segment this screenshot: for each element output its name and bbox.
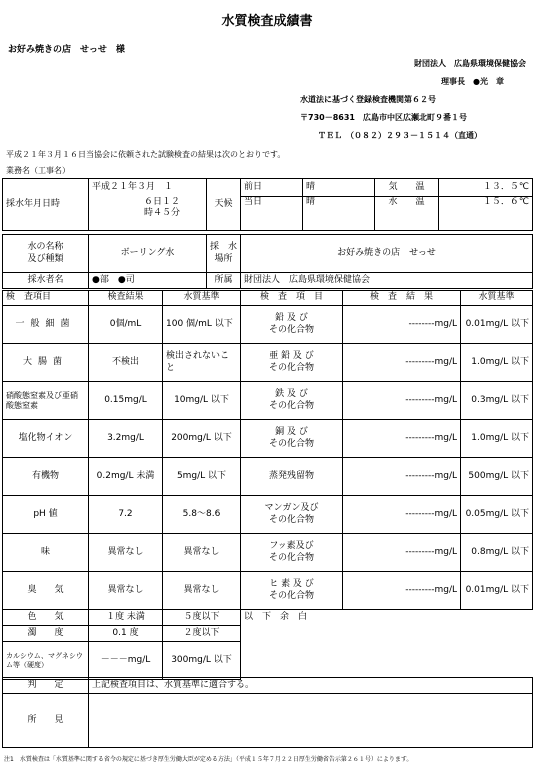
remaining-blank-note: 以 下 余 白	[241, 610, 533, 626]
header-item: 検 査項目	[3, 291, 89, 306]
row-result2: ---------mg/L	[343, 496, 461, 534]
hardness-standard: 300mg/L 以下	[163, 642, 241, 680]
table-row	[3, 344, 533, 382]
row-item2-line1: フッ素及び	[269, 541, 314, 552]
sampler-label: 採水者名	[3, 273, 89, 289]
remarks-value	[89, 694, 533, 748]
judgment-value: 上記検査項目は、水質基準に適合する。	[89, 678, 533, 694]
row-item: 一般細菌	[3, 306, 89, 344]
turbidity-item: 濁 度	[3, 626, 89, 642]
row-standard: 10mg/L 以下	[163, 382, 241, 420]
row-item: 硝酸態窒素及び亜硝酸態窒素	[3, 382, 89, 420]
row-item: 味	[3, 534, 89, 572]
row-item: 塩化物イオン	[3, 420, 89, 458]
row-standard2: 0.8mg/L 以下	[461, 534, 533, 572]
table-row	[3, 382, 533, 420]
row-standard2: 500mg/L 以下	[461, 458, 533, 496]
table-row	[3, 572, 533, 610]
row-item2-line1: ヒ 素 及 び	[269, 579, 314, 590]
sampling-label: 採水年月日時	[3, 179, 89, 231]
table-row	[3, 306, 533, 344]
row-standard: 200mg/L 以下	[163, 420, 241, 458]
turbidity-result: 0.1 度	[89, 626, 163, 642]
issuer-address: 〒730－8631 広島市中区広瀬北町９番１号	[300, 113, 467, 122]
row-standard2: 0.01mg/L 以下	[461, 306, 533, 344]
row-item: 有機物	[3, 458, 89, 496]
judgment-table	[2, 677, 533, 748]
sampling-date: 平成２１年３月 １	[89, 179, 207, 197]
row-item2-line2: その化合物	[268, 590, 314, 601]
same-day-weather: 晴	[303, 197, 375, 231]
row-result: 3.2mg/L	[89, 420, 163, 458]
prev-day-label: 前日	[241, 179, 303, 197]
table-row	[3, 642, 533, 680]
sampler-name: ●部 ●司	[89, 273, 207, 289]
sampling-place: お好み焼きの店 せっせ	[241, 235, 533, 273]
work-name-label: 業務名（工事名）	[6, 166, 70, 175]
row-result2: ---------mg/L	[343, 534, 461, 572]
table-row	[3, 496, 533, 534]
row-result2: --------mg/L	[343, 306, 461, 344]
header-item2: 検 査 項 目	[241, 291, 343, 306]
sampling-table	[2, 178, 533, 231]
row-result: 0.2mg/L 未満	[89, 458, 163, 496]
weather-label: 天候	[207, 179, 241, 231]
row-standard: 5.8～8.6	[163, 496, 241, 534]
water-temp-label: 水 温	[375, 197, 439, 231]
color-item: 色 気	[3, 610, 89, 626]
row-standard2: 0.05mg/L 以下	[461, 496, 533, 534]
footnote: 注1 水質検査は「水質基準に関する省令の規定に基づき厚生労働大臣が定める方法」（平成１５年７月２２日厚生労働省告示第２６１号）によります。	[4, 756, 413, 763]
header-result: 検査結果	[89, 291, 163, 306]
row-result2: ---------mg/L	[343, 572, 461, 610]
row-standard: 100 個/mL 以下	[163, 306, 241, 344]
row-item2-line1: 銅 及 び	[275, 427, 308, 438]
row-result: 0個/mL	[89, 306, 163, 344]
table-row	[3, 626, 533, 642]
row-standard2: 0.3mg/L 以下	[461, 382, 533, 420]
table-row	[3, 420, 533, 458]
row-result: 異常なし	[89, 534, 163, 572]
row-item2-line2: その化合物	[268, 400, 314, 411]
row-standard: 異常なし	[163, 572, 241, 610]
issuer-tel: ＴＥＬ （０８２）２９３－１５１４（直通）	[318, 131, 482, 140]
header-standard: 水質基準	[163, 291, 241, 306]
sampler-affiliation: 財団法人 広島県環境保健協会	[241, 273, 533, 289]
results-table	[2, 290, 533, 680]
row-result: 7.2	[89, 496, 163, 534]
intro-text: 平成２１年３月１６日当協会に依頼された試験検査の結果は次のとおりです。	[6, 150, 286, 159]
row-item: 大腸菌	[3, 344, 89, 382]
header-result2: 検 査 結 果	[343, 291, 461, 306]
row-result: 不検出	[89, 344, 163, 382]
row-item2-line1: マンガン及び	[264, 503, 319, 514]
row-item: 臭 気	[3, 572, 89, 610]
remarks-label: 所 見	[3, 694, 89, 748]
issuer-chief: 理事長 ●光 章	[441, 77, 504, 86]
sampling-time: 時４５分	[144, 207, 181, 218]
water-name: ボーリング水	[89, 235, 207, 273]
row-item2-line2: その化合物	[268, 514, 314, 525]
table-row	[3, 610, 533, 626]
place-label-2: 場所	[214, 253, 233, 264]
row-item2-line1: 亜 鉛 及 び	[269, 351, 314, 362]
row-result: 異常なし	[89, 572, 163, 610]
issuer-registration: 水道法に基づく登録検査機関第６２号	[300, 95, 436, 104]
color-standard: ５度以下	[163, 610, 241, 626]
water-name-label-2: 及び種類	[27, 253, 64, 264]
air-temp-value: １３．５℃	[439, 179, 533, 197]
same-day-label: 当日	[241, 197, 303, 231]
hardness-item: カルシウム、マグネシウム等（硬度）	[3, 642, 89, 680]
row-standard2: 1.0mg/L 以下	[461, 344, 533, 382]
table-row	[3, 534, 533, 572]
row-standard2: 1.0mg/L 以下	[461, 420, 533, 458]
judgment-label: 判 定	[3, 678, 89, 694]
row-result2: ---------mg/L	[343, 344, 461, 382]
row-item2-line1: 鉄 及 び	[275, 389, 308, 400]
document-title: 水質検査成績書	[221, 14, 313, 29]
row-result2: ---------mg/L	[343, 382, 461, 420]
row-standard: 異常なし	[163, 534, 241, 572]
row-item2-line1: 鉛 及 び	[275, 313, 308, 324]
row-standard: 検出されないこと	[163, 344, 241, 382]
row-standard2: 0.01mg/L 以下	[461, 572, 533, 610]
sampling-day: ６日１２	[144, 196, 181, 207]
table-row	[3, 458, 533, 496]
row-item2-line2: その化合物	[268, 362, 314, 373]
row-item2-line1: 蒸発残留物	[241, 458, 343, 496]
row-result2: ---------mg/L	[343, 458, 461, 496]
water-temp-value: １５．６℃	[439, 197, 533, 231]
affiliation-label: 所属	[207, 273, 241, 289]
row-item2-line2: その化合物	[268, 438, 314, 449]
turbidity-standard: ２度以下	[163, 626, 241, 642]
row-item: pH 値	[3, 496, 89, 534]
recipient: お好み焼きの店 せっせ 様	[8, 45, 125, 55]
row-result2: ---------mg/L	[343, 420, 461, 458]
air-temp-label: 気 温	[375, 179, 439, 197]
color-result: １度 未満	[89, 610, 163, 626]
row-item2-line2: その化合物	[268, 552, 314, 563]
prev-day-weather: 晴	[303, 179, 375, 197]
water-table	[2, 234, 533, 289]
place-label-1: 採 水	[210, 242, 238, 253]
row-standard: 5mg/L 以下	[163, 458, 241, 496]
row-result: 0.15mg/L	[89, 382, 163, 420]
water-name-label-1: 水の名称	[27, 242, 64, 253]
hardness-result: －－－mg/L	[89, 642, 163, 680]
issuer-org: 財団法人 広島県環境保健協会	[414, 59, 526, 68]
row-item2-line2: その化合物	[268, 324, 314, 335]
header-standard2: 水質基準	[461, 291, 533, 306]
